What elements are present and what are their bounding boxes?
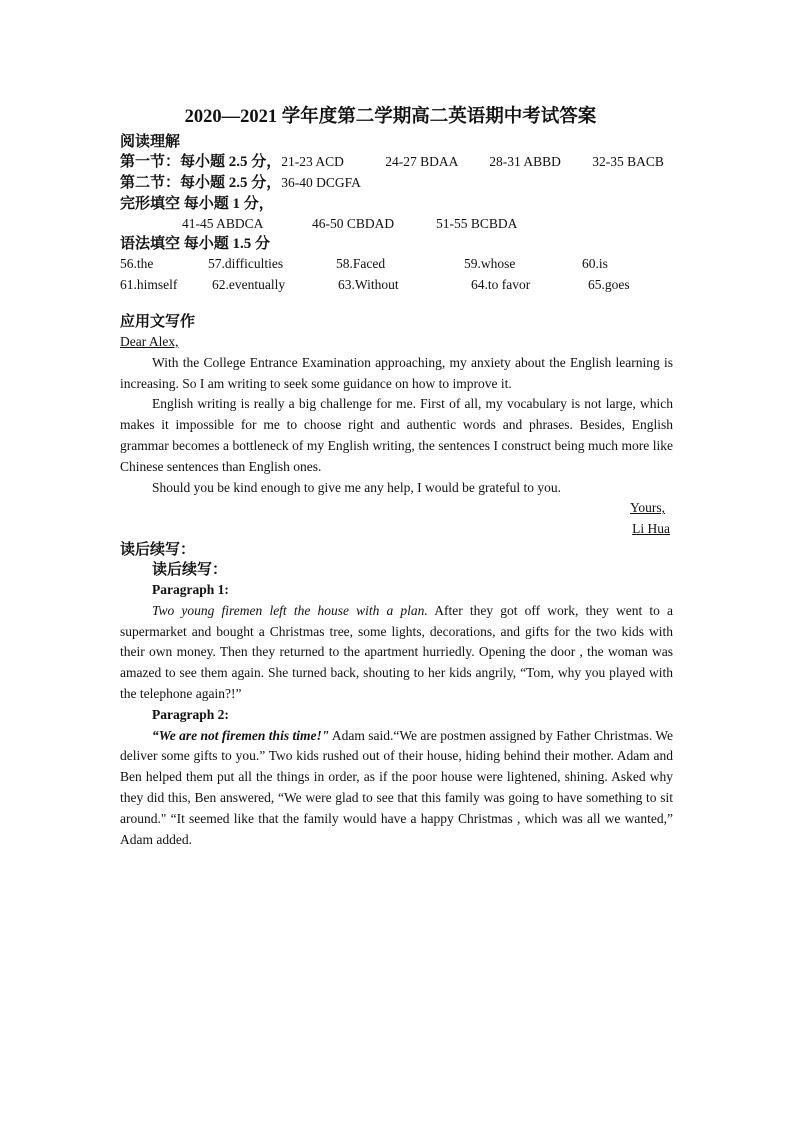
paragraph-2-label: Paragraph 2: [152,706,229,722]
answer-item: 56.the [120,256,154,272]
answer-group: 21-23 ACD [281,154,344,169]
cloze-heading: 完形填空 每小题 1 分， [120,195,274,212]
story-paragraph-2: “We are not firemen this time!" Adam said.“We are postmen assigned by Father Christmas. We deliver some gifts to you.” Two kids rushed out of their house, hiding behind their mother. Adam and Ben helped them put all the things in order, as if the poor house were lightened, shining. Asked why they did this, Ben answered, “We were glad to see that this family was going to have something to sit around." “It seemed like that the family would have a happy Christmas , which was all we wanted,” Adam added. [120,727,673,847]
reading-heading: 阅读理解 [120,134,181,150]
cloze-answers [120,214,673,235]
answer-item: 63.Without [338,277,399,293]
answer-group: 36-40 DCGFA [281,174,361,190]
answer-group: 28-31 ABBD [489,154,561,169]
reading-sec2-label: 第二节：每小题 2.5 分， [120,174,282,191]
reading-section-2 [120,173,673,194]
letter-salutation: Dear Alex, [120,333,179,349]
document-content [120,104,673,850]
answer-item: 58.Faced [336,256,386,272]
grammar-heading: 语法填空 每小题 1.5 分 [120,236,271,253]
answer-group: 32-35 BACB [592,154,664,169]
reading-sec1-label: 第一节：每小题 2.5 分， [120,154,282,170]
letter-paragraph-1: With the College Entrance Examination approaching, my anxiety about the English learning is increasing. So I am writing to seek some guidance on how to improve it. [120,354,673,391]
answer-group: 51-55 BCBDA [436,215,518,231]
answer-group: 24-27 BDAA [385,154,459,169]
answer-item: 62.eventually [212,277,286,293]
answer-item: 61.himself [120,277,178,293]
letter-signature: Li Hua [632,521,670,537]
grammar-row-1 [120,254,673,275]
answer-item: 57.difficulties [208,256,284,272]
grammar-row-2 [120,275,673,296]
letter-paragraph-2: English writing is really a big challenge for me. First of all, my vocabulary is not large, which makes it impossible for me to choose right and authentic words and phrases. Besides, English grammar becomes a bottleneck of my English writing, the sentences I construct being much more like Chinese sentences than English ones. [120,396,673,474]
answer-group: 41-45 ABDCA [182,215,264,231]
letter-closing: Yours, [629,500,665,516]
answer-item: 65.goes [588,277,630,293]
answer-group: 46-50 CBDAD [312,215,395,231]
story-paragraph-1: Two young firemen left the house with a plan. After they got off work, they went to a supermarket and bought a Christmas tree, some lights, decorations, and gifts for the two kids with their own money. Then they returned to the apartment hurriedly. Opening the door , the woman was amazed to see them again. She turned back, shouting to her kids angrily, “Tom, why you played with the telephone again?!” [120,602,673,701]
continuation-heading: 读后续写： [120,541,196,558]
page-title: 2020—2021 学年度第二学期高二英语期中考试答案 [184,107,597,127]
answer-item: 64.to favor [471,277,531,293]
writing-heading: 应用文写作 [120,313,196,330]
answer-item: 60.is [582,256,608,272]
paragraph-1-label: Paragraph 1: [152,581,229,597]
reading-section-1 [120,152,673,173]
answer-item: 59.whose [464,256,516,272]
continuation-subheading: 读后续写： [152,561,228,578]
letter-paragraph-3: Should you be kind enough to give me any help, I would be grateful to you. [152,479,562,495]
